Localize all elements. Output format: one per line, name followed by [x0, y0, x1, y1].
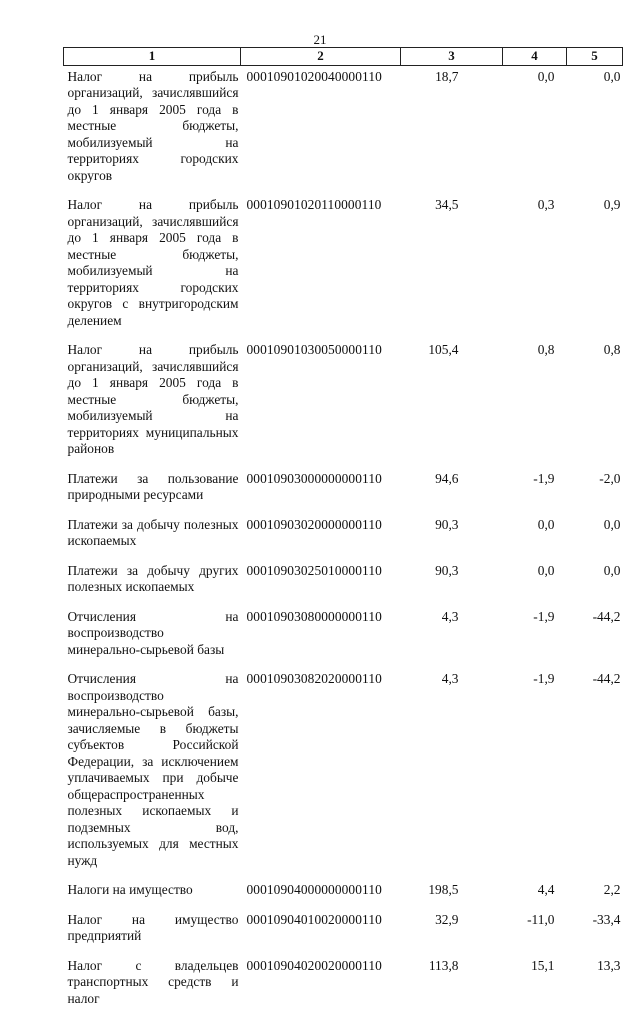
row-value-5: 0,0	[567, 560, 623, 606]
table-row	[64, 65, 623, 194]
table-row	[64, 339, 623, 468]
row-code: 00010903082020000110	[241, 668, 401, 879]
row-value-4: 0,3	[503, 194, 567, 339]
column-header-2: 2	[241, 48, 401, 66]
table-row	[64, 879, 623, 909]
row-value-5: 0,0	[567, 514, 623, 560]
row-value-4: 0,0	[503, 560, 567, 606]
row-value-4: -1,9	[503, 668, 567, 879]
row-code: 00010903020000000110	[241, 514, 401, 560]
row-value-3: 113,8	[401, 955, 503, 1017]
row-name: Налог на прибыль организаций, зачислявшийся до 1 января 2005 года в местные бюджеты, мобилизуемый на территориях городских округов	[64, 65, 241, 194]
row-value-4: 0,0	[503, 514, 567, 560]
row-code: 00010904000000000110	[241, 879, 401, 909]
row-value-3: 34,5	[401, 194, 503, 339]
row-value-3: 90,3	[401, 560, 503, 606]
table-row	[64, 909, 623, 955]
row-name: Платежи за добычу других полезных ископаемых	[64, 560, 241, 606]
page-number: 21	[0, 32, 640, 48]
row-value-4: 0,0	[503, 65, 567, 194]
row-value-3: 18,7	[401, 65, 503, 194]
row-name: Налог с владельцев транспортных средств и налог	[64, 955, 241, 1017]
row-name: Отчисления на воспроизводство минерально-сырьевой базы	[64, 606, 241, 669]
table-body	[64, 65, 623, 1017]
row-value-3: 4,3	[401, 606, 503, 669]
row-value-5: -2,0	[567, 468, 623, 514]
report-table	[63, 47, 623, 1017]
row-name: Налоги на имущество	[64, 879, 241, 909]
row-value-5: -44,2	[567, 606, 623, 669]
row-value-3: 4,3	[401, 668, 503, 879]
row-value-3: 32,9	[401, 909, 503, 955]
table-row	[64, 668, 623, 879]
table-row	[64, 468, 623, 514]
column-header-1: 1	[64, 48, 241, 66]
row-value-4: -1,9	[503, 606, 567, 669]
header-row	[64, 48, 623, 66]
table-row	[64, 560, 623, 606]
row-name: Налог на имущество предприятий	[64, 909, 241, 955]
column-header-3: 3	[401, 48, 503, 66]
row-value-5: 0,9	[567, 194, 623, 339]
row-value-5: 0,0	[567, 65, 623, 194]
row-value-3: 94,6	[401, 468, 503, 514]
row-code: 00010903080000000110	[241, 606, 401, 669]
column-header-4: 4	[503, 48, 567, 66]
column-header-5: 5	[567, 48, 623, 66]
row-name: Налог на прибыль организаций, зачислявшийся до 1 января 2005 года в местные бюджеты, мобилизуемый на территориях городских округов с внутригородским делением	[64, 194, 241, 339]
row-name: Платежи за добычу полезных ископаемых	[64, 514, 241, 560]
row-value-5: 2,2	[567, 879, 623, 909]
table-row	[64, 955, 623, 1017]
table-row	[64, 514, 623, 560]
row-code: 00010904020020000110	[241, 955, 401, 1017]
row-name: Налог на прибыль организаций, зачислявшийся до 1 января 2005 года в местные бюджеты, мобилизуемый на территориях муниципальных районов	[64, 339, 241, 468]
row-value-4: 0,8	[503, 339, 567, 468]
row-value-3: 90,3	[401, 514, 503, 560]
row-code: 00010903000000000110	[241, 468, 401, 514]
table-row	[64, 194, 623, 339]
row-value-4: -11,0	[503, 909, 567, 955]
row-value-4: -1,9	[503, 468, 567, 514]
row-name: Платежи за пользование природными ресурсами	[64, 468, 241, 514]
row-value-5: -44,2	[567, 668, 623, 879]
row-value-5: 0,8	[567, 339, 623, 468]
row-value-5: 13,3	[567, 955, 623, 1017]
row-value-4: 15,1	[503, 955, 567, 1017]
row-value-3: 198,5	[401, 879, 503, 909]
row-code: 00010901030050000110	[241, 339, 401, 468]
row-code: 00010901020110000110	[241, 194, 401, 339]
row-name: Отчисления на воспроизводство минерально-сырьевой базы, зачисляемые в бюджеты субъектов Российской Федерации, за исключением уплачиваемых при добыче общераспространенных полезных ископаемых и подземных вод, используемых для местных нужд	[64, 668, 241, 879]
table-row	[64, 606, 623, 669]
row-value-5: -33,4	[567, 909, 623, 955]
row-code: 00010904010020000110	[241, 909, 401, 955]
row-value-4: 4,4	[503, 879, 567, 909]
table-header	[64, 48, 623, 66]
row-code: 00010903025010000110	[241, 560, 401, 606]
row-value-3: 105,4	[401, 339, 503, 468]
row-code: 00010901020040000110	[241, 65, 401, 194]
